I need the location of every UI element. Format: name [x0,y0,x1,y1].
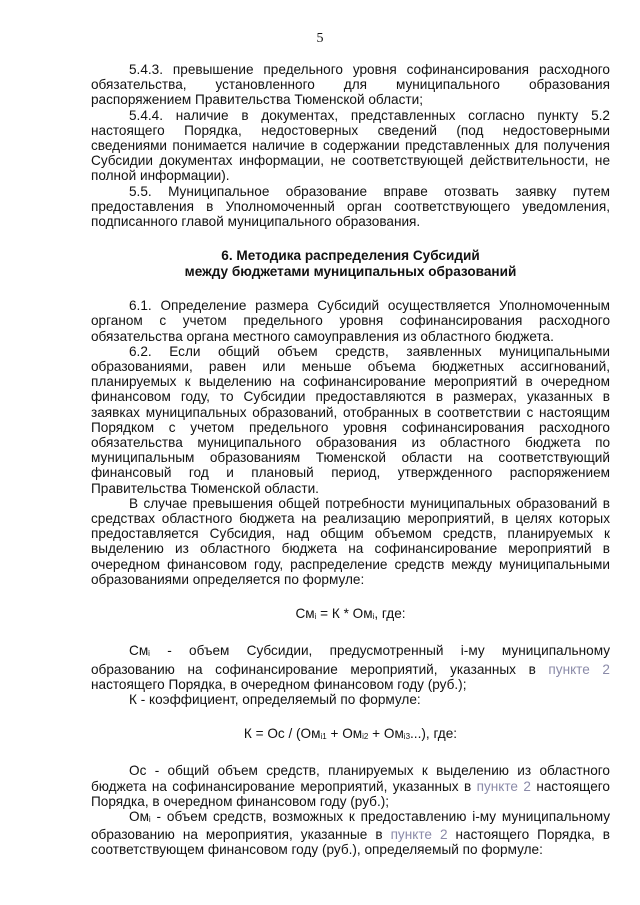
link-punkt-2[interactable]: пункте 2 [476,778,531,794]
link-punkt-2[interactable]: пункте 2 [548,661,610,677]
document-body [91,62,610,858]
paragraph-5-4-4: 5.4.4. наличие в документах, представленных согласно пункту 5.2 настоящего Порядка, недостоверных сведений (под недостоверными сведениями понимается наличие в содержании представленных для получения Субсидии документах информации, не соответствующей действительности, не полной информации). [91,107,610,184]
formula-cm: $См_i = К * Ом_i$, где: [295,606,406,622]
definition-oc: Ос - общий объем средств, планируемых к выделению из областного бюджета на софинансирование мероприятий, указанных в пункте 2 настоящего Порядка, в очередном финансовом году (руб.); [91,763,610,809]
paragraph-5-5: 5.5. Муниципальное образование вправе отозвать заявку путем предоставления в Уполномоченный орган соответствующего уведомления, подписанного главой муниципального образования. [91,183,610,230]
paragraph-excess: В случае превышения общей потребности муниципальных образований в средствах областного бюджета на реализацию мероприятий, в целях которых предоставляется Субсидия, над общим объемом средств, планируемых к выделению из областного бюджета на софинансирование мероприятий в очередном финансовом году, распределение средств между муниципальными образованиями определяется по формуле: [91,495,610,587]
definition-cm: $См_i$ - объем Субсидии, предусмотренный i-му муниципальному образованию на софинансирование мероприятий, указанных в пункте 2 настоящего Порядка, в очередном финансовом году (руб.); [91,643,610,692]
definition-om: $Ом_i$ - объем средств, возможных к предоставлению i-му муниципальному образованию на мероприятия, указанные в пункте 2 настоящего Порядка, в соответствующем финансовом году (руб.), определяемый по формуле: [91,808,610,858]
paragraph-6-2: 6.2. Если общий объем средств, заявленных муниципальными образованиями, равен или меньше объема бюджетных ассигнований, планируемых к выделению на софинансирование мероприятий в очередном финансовом году, то Субсидии предоставляются в размерах, указанных в заявках муниципальных образований, отобранных в соответствии с настоящим Порядком с учетом предельного уровня софинансирования расходного обязательства муниципального образования из областного бюджета по муниципальным образованиям Тюменской области на соответствующий финансовый год и плановый период, утвержденного распоряжением Правительства Тюменской области. [91,343,610,496]
definition-k: К - коэффициент, определяемый по формуле: [129,691,421,707]
section-6-heading [91,248,610,280]
section-6-heading-line2: между бюджетами муниципальных образований [184,264,517,280]
link-punkt-2[interactable]: пункте 2 [390,827,448,843]
page-number: 5 [316,31,324,46]
paragraph-5-4-3: 5.4.3. превышение предельного уровня софинансирования расходного обязательства, установленного для муниципального образования распоряжением Правительства Тюменской области; [91,62,610,108]
paragraph-6-1: 6.1. Определение размера Субсидий осуществляется Уполномоченным органом с учетом предельного уровня софинансирования расходного обязательства органа местного самоуправления из областного бюджета. [91,298,610,344]
section-6-heading-line1: 6. Методика распределения Субсидий [221,248,480,264]
formula-k: К = Ос / $(Ом_{i1} + Ом_{i2} + Ом_{i3}...)$, где: [243,726,458,742]
